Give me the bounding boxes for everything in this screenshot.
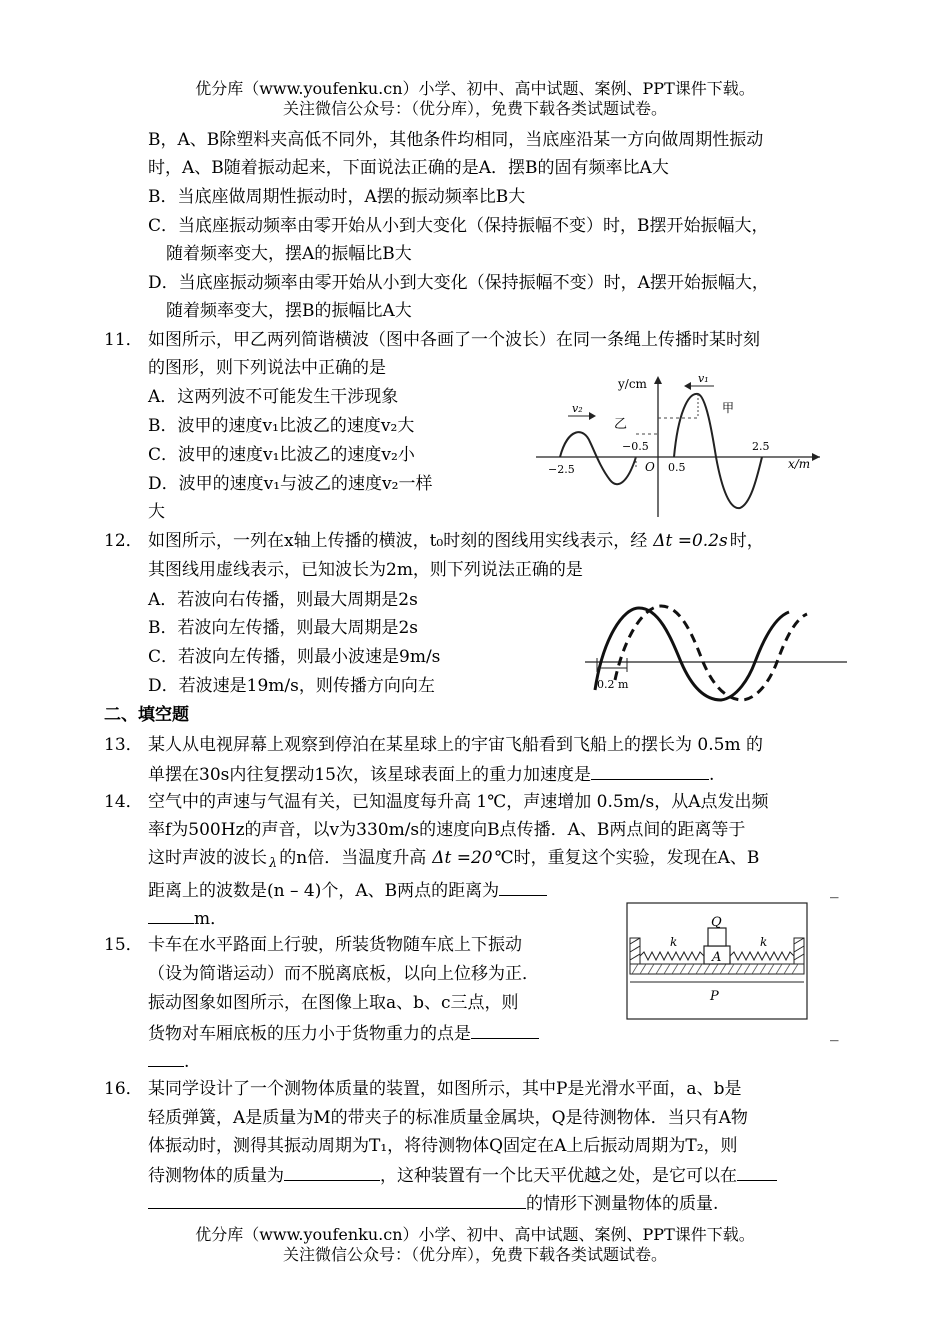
v2-arrow-head (589, 412, 596, 420)
q14-dt: Δt =20 (432, 848, 493, 868)
v2-label: v₂ (572, 402, 583, 415)
q10-line2: 时，A、B随着振动起来，下面说法正确的是A．摆B的固有频率比A大 (148, 158, 669, 178)
wave-a-curve (674, 394, 762, 508)
q14-line2: 率f为500Hz的声音，以v为330m/s的速度向B点传播．A、B两点间的距离等于 (148, 820, 746, 840)
q12-option-c: C．若波向左传播，则最小波速是9m/s (148, 647, 441, 667)
q13-line2-end: . (709, 765, 715, 785)
q11-option-c: C．波甲的速度v₁比波乙的速度v₂小 (148, 445, 415, 465)
q14-line5-end: m． (194, 909, 228, 929)
wave-a-label: 甲 (722, 401, 735, 415)
q15-answer-blank-1[interactable] (471, 1020, 539, 1039)
q13-line2 (148, 761, 714, 787)
footer-line-1: 优分库（www.youfenku.cn）小学、初中、高中试题、案例、PPT课件下载。 (195, 1225, 755, 1244)
q16-line4-a: 待测物体的质量为 (148, 1166, 284, 1186)
right-spring (730, 952, 794, 960)
q15-line4-text: 货物对车厢底板的压力小于货物重力的点是 (148, 1024, 471, 1044)
label-q: Q (711, 915, 722, 930)
q10-option-c-line1: C．当底座振动频率由零开始从小到大变化（保持振幅不变）时，B摆开始振幅大， (148, 216, 769, 236)
q14-line1: 空气中的声速与气温有关，已知温度每升高 1℃，声速增加 0.5m/s，从A点发出频 (148, 792, 769, 812)
q15-line1: 卡车在水平路面上行驶，所装货物随车底上下振动 (148, 935, 522, 955)
q12-line1 (148, 529, 764, 553)
v1-label: v₁ (698, 372, 709, 385)
q10-option-d-line2: 随着频率变大，摆B的振幅比A大 (166, 301, 412, 321)
q15-line3: 振动图象如图所示，在图像上取a、b、c三点，则 (148, 993, 519, 1013)
q16-line5 (148, 1190, 718, 1216)
q15-number: 15． (104, 935, 143, 955)
q16-line3: 体振动时，测得其振动周期为T₁，将待测物体Q固定在A上后振动周期为T₂，则 (148, 1136, 738, 1156)
left-spring (640, 952, 704, 960)
q12-wave-figure (575, 598, 855, 702)
q14-line3-a: 这时声波的波长 (148, 848, 267, 868)
q15-line5 (148, 1048, 189, 1074)
q14-number: 14． (104, 792, 143, 812)
label-k-right: k (760, 935, 768, 949)
q11-line1: 如图所示，甲乙两列简谐横波（图中各画了一个波长）在同一条绳上传播时某时刻 (148, 330, 760, 350)
q10-option-d-line1: D．当底座振动频率由零开始从小到大变化（保持振幅不变）时，A摆开始振幅大， (148, 273, 769, 293)
y-axis-label: y/cm (618, 377, 647, 391)
q11-line2: 的图形，则下列说法中正确的是 (148, 358, 386, 378)
q14-line4 (148, 877, 547, 903)
q12-option-a: A．若波向右传播，则最大周期是2s (148, 590, 418, 610)
q16-line1: 某同学设计了一个测物体质量的装置，如图所示，其中P是光滑水平面，a、b是 (148, 1079, 742, 1099)
label-k-left: k (670, 935, 678, 949)
q15-line5-end: . (184, 1052, 190, 1072)
q15-line2: （设为简谐运动）而不脱离底板，以向上位移为正． (148, 964, 539, 984)
q14-line3 (148, 846, 759, 872)
q16-number: 16． (104, 1079, 143, 1099)
header-line-1: 优分库（www.youfenku.cn）小学、初中、高中试题、案例、PPT课件下载。 (195, 79, 755, 98)
q12-dt: Δt =0.2s (653, 531, 728, 551)
floor-hatch (632, 964, 798, 974)
footer-line-2: 关注微信公众号：（优分库），免费下载各类试题试卷。 (282, 1245, 667, 1264)
wave-b-label: 乙 (614, 417, 628, 432)
q14-lambda: λ (269, 856, 278, 871)
q10-option-c-line2: 随着频率变大，摆A的振幅比B大 (166, 244, 412, 264)
q13-number: 13． (104, 735, 143, 755)
q12-option-b: B．若波向左传播，则最大周期是2s (148, 618, 419, 638)
q16-line2: 轻质弹簧，A是质量为M的带夹子的标准质量金属块，Q是待测物体．当只有A物 (148, 1108, 748, 1128)
q12-option-d: D．若波速是19m/s，则传播方向向左 (148, 676, 435, 696)
q11-wave-figure (530, 372, 830, 522)
q16-line4-b: ，这种装置有一个比天平优越之处，是它可以在 (380, 1166, 737, 1186)
q13-line1: 某人从电视屏幕上观察到停泊在某星球上的宇宙飞船看到飞船上的摆长为 0.5m 的 (148, 735, 763, 755)
q14-line5 (148, 905, 227, 931)
label-p: P (710, 989, 719, 1004)
q12-line1-end: 时， (729, 531, 764, 551)
q14-answer-blank-1[interactable] (499, 877, 547, 896)
q10-option-b: B．当底座做周期性振动时，A摆的振动频率比B大 (148, 187, 526, 207)
q15-spring-figure (626, 902, 808, 1020)
q12-number: 12． (104, 531, 143, 551)
x-axis-label: x/m (788, 457, 811, 471)
label-a: A (712, 950, 722, 965)
q12-line2: 其图线用虚线表示，已知波长为2m，则下列说法正确的是 (148, 560, 583, 580)
header-line-2: 关注微信公众号：（优分库），免费下载各类试题试卷。 (282, 99, 667, 118)
y-axis-arrow (654, 376, 662, 384)
q16-answer-blank-2a[interactable] (737, 1162, 777, 1181)
tick-neg-2-5: −2.5 (548, 463, 575, 476)
q14-line4-text: 距离上的波数是(n – 4)个，A、B两点的距离为 (148, 881, 500, 901)
q14-answer-blank-2[interactable] (148, 905, 194, 924)
section-2-heading: 二、填空题 (104, 705, 189, 725)
q16-answer-blank-1[interactable] (284, 1162, 380, 1181)
q15-underscore: _ (830, 1022, 839, 1042)
q16-line4 (148, 1162, 777, 1188)
q15-answer-blank-2[interactable] (148, 1048, 184, 1067)
q14-line3-c: ℃时，重复这个实验，发现在A、B (494, 848, 760, 868)
block-q (708, 928, 726, 946)
v1-arrow-head (684, 382, 691, 390)
q11-option-d-line1: D．波甲的速度v₁与波乙的速度v₂一样 (148, 474, 433, 494)
tick-neg-0-5: −0.5 (622, 440, 649, 453)
q15-line4 (148, 1020, 539, 1046)
x-axis-arrow (812, 453, 820, 461)
q13-line2-text: 单摆在30s内往复摆动15次，该星球表面上的重力加速度是 (148, 765, 591, 785)
tick-origin: O (645, 460, 655, 474)
tick-0-5: 0.5 (668, 461, 686, 474)
q16-line5-end: 的情形下测量物体的质量. (526, 1194, 719, 1214)
q11-number: 11． (104, 330, 143, 350)
q16-answer-blank-2b[interactable] (148, 1190, 526, 1209)
q10-line1: B，A、B除塑料夹高低不同外，其他条件均相同，当底座沿某一方向做周期性振动 (148, 130, 764, 150)
q12-scale-label: 0.2 m (597, 678, 629, 691)
q11-option-a: A．这两列波不可能发生干涉现象 (148, 387, 399, 407)
q11-option-d-line2: 大 (148, 502, 165, 522)
q11-option-b: B．波甲的速度v₁比波乙的速度v₂大 (148, 416, 415, 436)
q13-answer-blank[interactable] (591, 761, 709, 780)
q14-underscore: _ (830, 879, 839, 899)
q12-line1-text: 如图所示，一列在x轴上传播的横波，t₀时刻的图线用实线表示，经 (148, 531, 648, 551)
q14-line3-b: 的n倍．当温度升高 (279, 848, 427, 868)
tick-2-5: 2.5 (752, 440, 770, 453)
